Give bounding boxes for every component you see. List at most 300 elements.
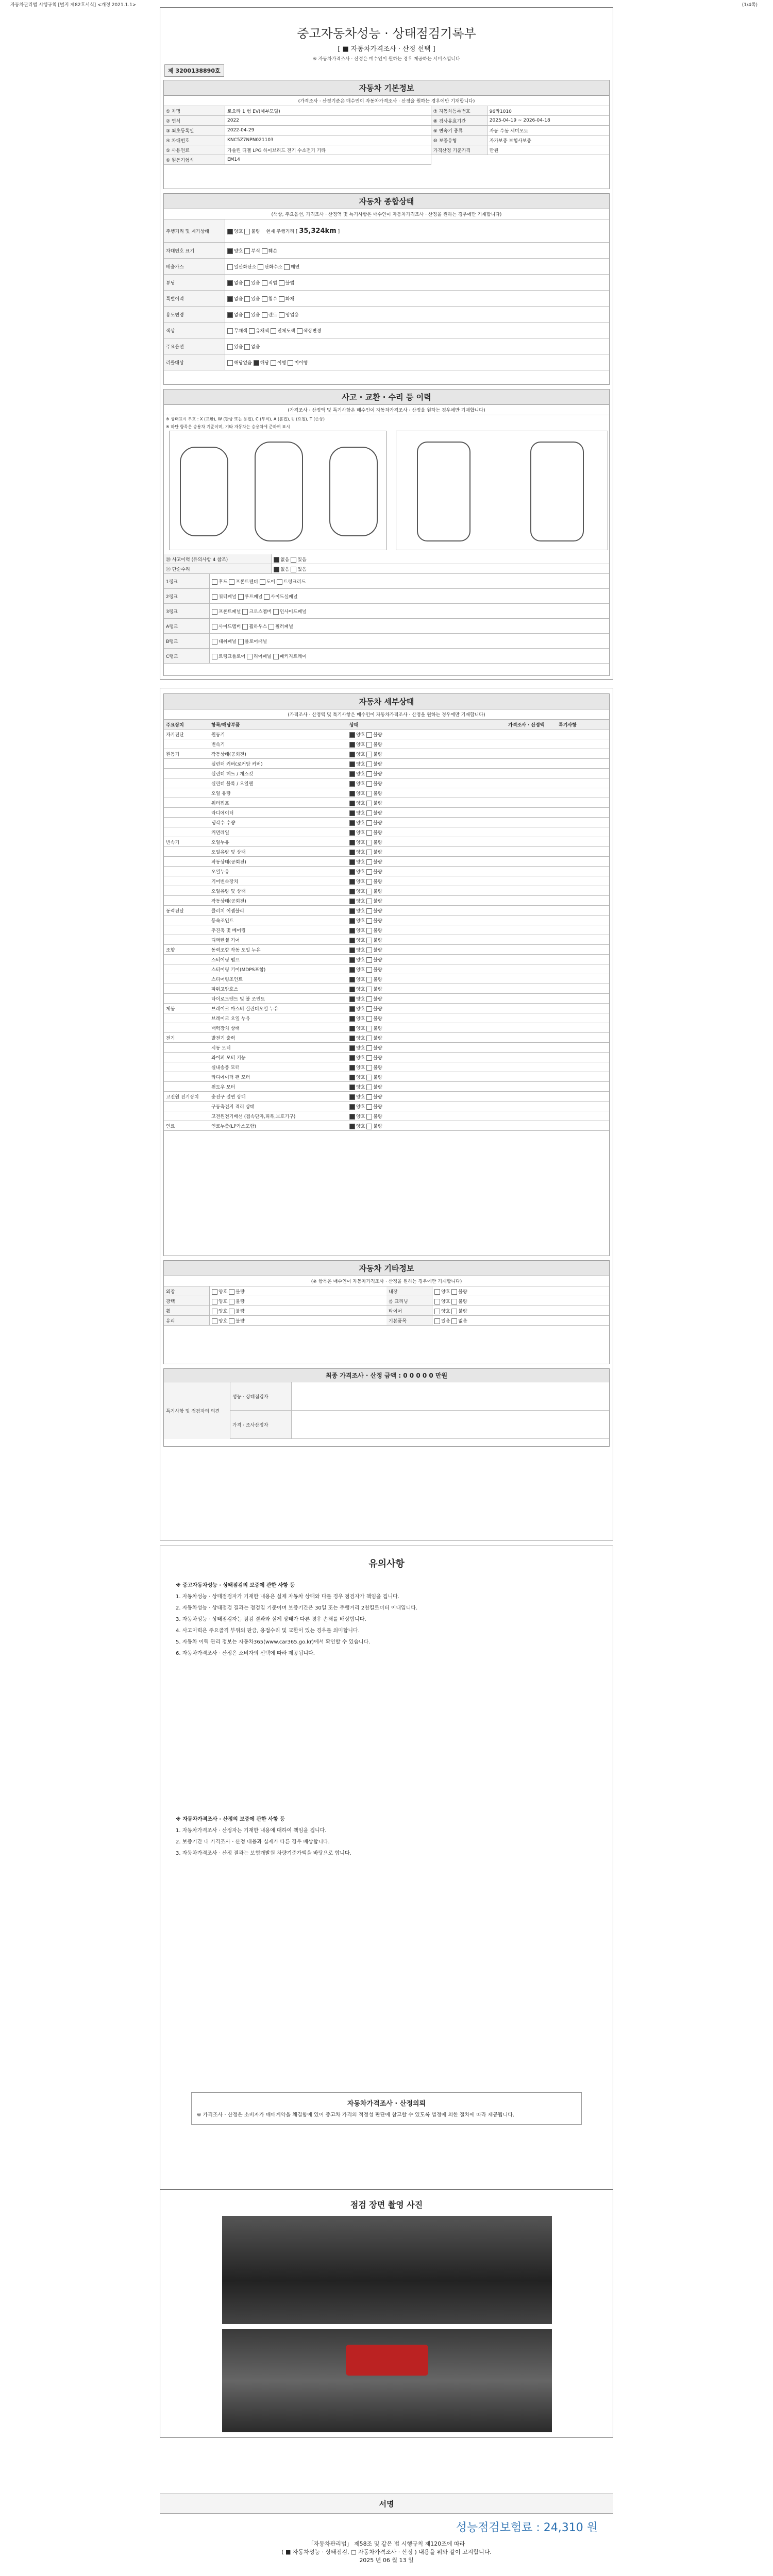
detail-item-price bbox=[506, 851, 557, 853]
detail-item-price bbox=[506, 860, 557, 862]
page-1 bbox=[160, 7, 613, 680]
inspection-photo-rear bbox=[222, 2329, 552, 2432]
other-row: 내장 양호 불량 bbox=[386, 1286, 609, 1296]
detail-group-label: 자기진단 bbox=[166, 732, 184, 738]
detail-group-label bbox=[164, 802, 209, 804]
detail-item-status: 양호 불량 bbox=[347, 828, 506, 837]
detail-status-title: 자동차 세부상태 bbox=[164, 694, 609, 709]
detail-row bbox=[164, 876, 609, 886]
detail-row bbox=[164, 749, 609, 759]
basic-right-row: ⑩ 보증유형 자가보증 보험사보증 bbox=[431, 135, 609, 145]
opinion-row: 가격 · 조사산정자 bbox=[230, 1411, 609, 1439]
detail-item-price bbox=[506, 929, 557, 931]
detail-item-label: 충전구 절연 상태 bbox=[211, 1094, 246, 1100]
detail-row bbox=[164, 769, 609, 778]
photo-title: 점검 장면 촬영 사진 bbox=[350, 2200, 423, 2210]
detail-item-label: 오일유량 및 상태 bbox=[211, 889, 246, 894]
detail-item-price bbox=[506, 1027, 557, 1029]
detail-item-note bbox=[557, 841, 561, 843]
page-3 bbox=[160, 1546, 613, 2190]
detail-item-price bbox=[506, 733, 557, 735]
detail-item-note bbox=[557, 1105, 561, 1107]
detail-item-status: 양호 불량 bbox=[347, 1043, 506, 1052]
other-row: 유리 양호 불량 bbox=[164, 1316, 386, 1326]
detail-item-price bbox=[506, 1017, 557, 1019]
mileage-row: 주행거리 및 계기상태 양호 불량 현재 주행거리 [ 35,324km ] bbox=[164, 219, 609, 243]
opinion-label: 특기사항 및 점검자의 의견 bbox=[164, 1382, 230, 1439]
detail-item-status: 양호 불량 bbox=[347, 779, 506, 788]
frame-diagram bbox=[396, 431, 608, 550]
detail-row bbox=[164, 925, 609, 935]
detail-item-price bbox=[506, 988, 557, 990]
detail-row bbox=[164, 1033, 609, 1043]
detail-item-label: 라디에이터 팬 모터 bbox=[211, 1075, 250, 1080]
detail-item-status: 양호 불량 bbox=[347, 926, 506, 935]
basic-info-note: (가격조사 · 산정기준은 매수인이 자동차가격조사 · 산정을 원하는 경우에만 기재합니다) bbox=[164, 96, 609, 106]
detail-group-label bbox=[164, 1017, 209, 1019]
detail-item-status: 양호 불량 bbox=[347, 769, 506, 778]
inspection-photo-front bbox=[222, 2216, 552, 2324]
overall-row: 용도변경 없음 있음 렌트 영업용 bbox=[164, 307, 609, 323]
other-info-note: (※ 항목은 매수인이 자동차가격조사 · 산정을 원하는 경우에만 기재합니다) bbox=[164, 1276, 609, 1286]
inspection-fee: 성능점검보험료 : 24,310 원 bbox=[456, 2521, 598, 2534]
opinion-row: 성능 · 상태점검자 bbox=[230, 1382, 609, 1411]
detail-item-price bbox=[506, 1066, 557, 1068]
detail-row bbox=[164, 827, 609, 837]
detail-item-price bbox=[506, 997, 557, 999]
detail-item-status: 양호 불량 bbox=[347, 887, 506, 895]
detail-row bbox=[164, 847, 609, 857]
detail-item-label: 실린더 헤드 / 개스킷 bbox=[211, 771, 254, 777]
detail-item-status: 양호 불량 bbox=[347, 857, 506, 866]
detail-item-price bbox=[506, 1115, 557, 1117]
detail-group-label bbox=[164, 1105, 209, 1107]
detail-item-price bbox=[506, 900, 557, 902]
detail-item-label: 변속기 bbox=[211, 742, 225, 748]
detail-item-label: 작동상태(공회전) bbox=[211, 859, 246, 865]
detail-group-label bbox=[164, 929, 209, 931]
top-line bbox=[0, 0, 773, 7]
detail-status-section bbox=[163, 693, 610, 1256]
detail-row bbox=[164, 1062, 609, 1072]
detail-group-label bbox=[164, 968, 209, 970]
detail-item-status: 양호 불량 bbox=[347, 1014, 506, 1023]
detail-item-status: 양호 불량 bbox=[347, 936, 506, 944]
detail-item-note bbox=[557, 1027, 561, 1029]
detail-body bbox=[164, 730, 609, 1131]
detail-item-label: 원동기 bbox=[211, 732, 225, 738]
detail-item-status: 양호 불량 bbox=[347, 994, 506, 1003]
detail-item-price bbox=[506, 1056, 557, 1058]
basic-row: ⑥ 원동기형식 EM14 bbox=[164, 155, 431, 165]
detail-item-price bbox=[506, 880, 557, 882]
exterior-diagram bbox=[169, 431, 386, 550]
detail-item-note bbox=[557, 831, 561, 833]
detail-item-label: 오일유량 및 상태 bbox=[211, 850, 246, 855]
detail-item-price bbox=[506, 1037, 557, 1039]
accident-legend: ※ 상태표시 부호 : X (교환), W (판금 또는 용접), C (부식), A (흠집), U (요철), T (손상) bbox=[166, 417, 325, 421]
detail-item-status: 양호 불량 bbox=[347, 730, 506, 739]
detail-item-note bbox=[557, 939, 561, 941]
detail-header-row: 주요장치 항목/해당부품 상태 가격조사 · 산정액 특기사항 bbox=[164, 720, 609, 730]
detail-group-label: 동력전달 bbox=[166, 908, 184, 914]
overall-status-section bbox=[163, 193, 610, 385]
overall-status-title: 자동차 종합상태 bbox=[164, 194, 609, 209]
detail-item-note bbox=[557, 870, 561, 872]
detail-group-label bbox=[164, 1086, 209, 1088]
photo-section bbox=[160, 2190, 613, 2438]
detail-item-status: 양호 불량 bbox=[347, 985, 506, 993]
detail-item-note bbox=[557, 1076, 561, 1078]
accident-note: (가격조사 · 산정액 및 특기사항은 매수인이 자동차가격조사 · 산정을 원하는 경우에만 기재합니다) bbox=[164, 405, 609, 415]
detail-item-label: 파워고압호스 bbox=[211, 987, 239, 992]
detail-group-label bbox=[164, 782, 209, 784]
detail-item-status: 양호 불량 bbox=[347, 1053, 506, 1062]
detail-item-label: 동력조향 작동 오일 누유 bbox=[211, 947, 261, 953]
accident-legend-2: ※ 하단 항목은 승용차 기준이며, 기타 자동차는 승용차에 준하여 표시 bbox=[166, 425, 290, 429]
opinion-section bbox=[163, 1368, 610, 1447]
detail-item-status: 양호 불량 bbox=[347, 789, 506, 798]
detail-item-status: 양호 불량 bbox=[347, 1033, 506, 1042]
detail-group-label bbox=[164, 870, 209, 872]
detail-item-status: 양호 불량 bbox=[347, 867, 506, 876]
detail-item-status: 양호 불량 bbox=[347, 848, 506, 856]
detail-item-status: 양호 불량 bbox=[347, 1004, 506, 1013]
basic-row: ② 연식 2022 bbox=[164, 116, 431, 126]
detail-item-note bbox=[557, 880, 561, 882]
detail-item-label: 배력장치 상태 bbox=[211, 1026, 240, 1031]
detail-group-label bbox=[164, 1056, 209, 1058]
detail-group-label bbox=[164, 1066, 209, 1068]
detail-row bbox=[164, 730, 609, 739]
detail-group-label bbox=[164, 880, 209, 882]
detail-item-note bbox=[557, 1017, 561, 1019]
basic-right-row: ⑧ 검사유효기간 2025-04-19 ~ 2026-04-18 bbox=[431, 116, 609, 126]
detail-item-status: 양호 불량 bbox=[347, 896, 506, 905]
detail-item-note bbox=[557, 1046, 561, 1048]
detail-row bbox=[164, 896, 609, 906]
detail-group-label bbox=[164, 1076, 209, 1078]
detail-group-label bbox=[164, 821, 209, 823]
detail-row bbox=[164, 1082, 609, 1092]
detail-item-label: 와이퍼 모터 기능 bbox=[211, 1055, 246, 1061]
detail-group-label bbox=[164, 1027, 209, 1029]
detail-item-note bbox=[557, 948, 561, 951]
detail-item-label: 타이로드엔드 및 볼 조인트 bbox=[211, 996, 265, 1002]
detail-status-note: (가격조사 · 산정액 및 특기사항은 매수인이 자동차가격조사 · 산정을 원하는 경우에만 기재합니다) bbox=[164, 709, 609, 720]
detail-row bbox=[164, 974, 609, 984]
detail-row bbox=[164, 886, 609, 896]
detail-item-status: 양호 불량 bbox=[347, 740, 506, 749]
detail-item-note bbox=[557, 811, 561, 814]
detail-item-status: 양호 불량 bbox=[347, 906, 506, 915]
detail-item-status: 양호 불량 bbox=[347, 975, 506, 984]
detail-item-status: 양호 불량 bbox=[347, 838, 506, 846]
detail-row bbox=[164, 818, 609, 827]
car-top-view bbox=[255, 442, 303, 541]
detail-item-note bbox=[557, 782, 561, 784]
detail-row bbox=[164, 1013, 609, 1023]
detail-group-label bbox=[164, 860, 209, 862]
detail-group-label bbox=[164, 831, 209, 833]
detail-group-label: 변속기 bbox=[166, 840, 180, 845]
detail-item-note bbox=[557, 743, 561, 745]
accident-title: 사고 · 교환 · 수리 등 이력 bbox=[164, 389, 609, 405]
detail-item-note bbox=[557, 1095, 561, 1097]
other-row: 광택 양호 불량 bbox=[164, 1296, 386, 1306]
detail-row bbox=[164, 1072, 609, 1082]
detail-item-note bbox=[557, 762, 561, 765]
detail-item-status: 양호 불량 bbox=[347, 1112, 506, 1121]
detail-item-status: 양호 불량 bbox=[347, 965, 506, 974]
detail-group-label bbox=[164, 1115, 209, 1117]
detail-item-status: 양호 불량 bbox=[347, 1024, 506, 1032]
tail-light bbox=[346, 2345, 428, 2376]
detail-item-price bbox=[506, 1105, 557, 1107]
detail-item-status: 양호 불량 bbox=[347, 1073, 506, 1081]
accident-history-row: ⑳ 사고이력 (유의사항 4 참조) 없음 있음 bbox=[164, 554, 609, 564]
notice-item: 3. 자동차성능 · 상태점검자는 점검 결과와 실제 상태가 다른 경우 손해를 배상합니다. bbox=[176, 1617, 366, 1622]
detail-item-status: 양호 불량 bbox=[347, 945, 506, 954]
detail-item-note bbox=[557, 1056, 561, 1058]
frame-rank-row: 1랭크 후드 프론트펜더 도어 트렁크리드 bbox=[164, 574, 609, 589]
detail-row bbox=[164, 1121, 609, 1131]
overall-row: 차대번호 표기 양호 부식 훼손 bbox=[164, 243, 609, 259]
detail-item-label: 윈도우 모터 bbox=[211, 1084, 236, 1090]
detail-row bbox=[164, 808, 609, 818]
basic-row: ① 차명 토요타 1 형 EV(세부모델) bbox=[164, 106, 431, 116]
detail-item-status: 양호 불량 bbox=[347, 750, 506, 758]
overall-row: 색상 무채색 유채색 전체도색 색상변경 bbox=[164, 323, 609, 338]
detail-item-price bbox=[506, 743, 557, 745]
overall-row: 특별이력 없음 있음 침수 화재 bbox=[164, 291, 609, 307]
footer-notice: ( ■ 자동차성능 · 상태점검, □ 자동차가격조사 · 산정 ) 내용을 위와 같이 고지합니다. bbox=[281, 2549, 492, 2555]
detail-item-note bbox=[557, 1007, 561, 1009]
detail-row bbox=[164, 916, 609, 925]
frame-rank-row: C랭크 트렁크플로어 리어패널 패키지트레이 bbox=[164, 649, 609, 664]
detail-item-price bbox=[506, 909, 557, 911]
detail-item-price bbox=[506, 1046, 557, 1048]
detail-item-status: 양호 불량 bbox=[347, 916, 506, 925]
detail-item-status: 양호 불량 bbox=[347, 1092, 506, 1101]
detail-item-price bbox=[506, 1076, 557, 1078]
detail-row bbox=[164, 778, 609, 788]
detail-item-note bbox=[557, 851, 561, 853]
detail-item-label: 시동 모터 bbox=[211, 1045, 231, 1051]
detail-item-note bbox=[557, 860, 561, 862]
detail-group-label bbox=[164, 978, 209, 980]
detail-item-note bbox=[557, 1066, 561, 1068]
other-row: 타이어 양호 불량 bbox=[386, 1306, 609, 1316]
page-counter: (1/4쪽) bbox=[742, 3, 758, 8]
detail-item-label: 작동상태(공회전) bbox=[211, 752, 246, 757]
detail-item-label: 커먼레일 bbox=[211, 830, 229, 836]
detail-item-label: 추진축 및 베어링 bbox=[211, 928, 246, 934]
detail-item-label: 오일 유량 bbox=[211, 791, 231, 796]
detail-item-price bbox=[506, 1007, 557, 1009]
document-subtitle: [ ■ 자동차가격조사 · 산정 선택 ] bbox=[338, 45, 435, 53]
car-left-view bbox=[180, 447, 228, 536]
frame-rank-row: 3랭크 프론트패널 크로스멤버 인사이드패널 bbox=[164, 604, 609, 619]
footer-date: 2025 년 06 월 13 일 bbox=[359, 2557, 414, 2564]
notice-item: 2. 자동차성능 · 상태점검 결과는 점검일 기준이며 보증기간은 30일 또는 주행거리 2천킬로미터 이내입니다. bbox=[176, 1605, 418, 1611]
page-4 bbox=[160, 2190, 613, 2576]
detail-group-label: 고전원 전기장치 bbox=[166, 1094, 199, 1100]
other-row: 룸 크리닝 양호 불량 bbox=[386, 1296, 609, 1306]
detail-item-status: 양호 불량 bbox=[347, 808, 506, 817]
detail-group-label bbox=[164, 997, 209, 999]
detail-row bbox=[164, 1111, 609, 1121]
detail-item-status: 양호 불량 bbox=[347, 1082, 506, 1091]
basic-right-row: ⑨ 변속기 종류 자동 수동 세미오토 bbox=[431, 126, 609, 135]
detail-item-price bbox=[506, 1125, 557, 1127]
detail-item-note bbox=[557, 1125, 561, 1127]
notice-title: 유의사항 bbox=[368, 1558, 405, 1569]
accident-section bbox=[163, 389, 610, 676]
detail-row bbox=[164, 906, 609, 916]
detail-item-price bbox=[506, 762, 557, 765]
detail-item-label: 기어변속장치 bbox=[211, 879, 239, 885]
detail-group-label bbox=[164, 762, 209, 765]
detail-group-label bbox=[164, 792, 209, 794]
basic-row: ③ 최초등록일 2022-04-29 bbox=[164, 126, 431, 135]
detail-item-note bbox=[557, 1115, 561, 1117]
detail-row bbox=[164, 739, 609, 749]
detail-item-status: 양호 불량 bbox=[347, 1102, 506, 1111]
appraisal-request-box bbox=[191, 2092, 582, 2125]
detail-item-price bbox=[506, 772, 557, 774]
detail-row bbox=[164, 1043, 609, 1053]
footer-law: 「자동차관리법」 제58조 및 같은 법 시행규칙 제120조에 따라 bbox=[308, 2540, 465, 2547]
detail-item-label: 클러치 어셈블리 bbox=[211, 908, 244, 914]
final-price-title: 최종 가격조사 · 산정 금액 : 0 0 0 0 0 만원 bbox=[164, 1369, 609, 1382]
detail-item-price bbox=[506, 841, 557, 843]
overall-row: 주요옵션 있음 없음 bbox=[164, 338, 609, 354]
detail-item-note bbox=[557, 968, 561, 970]
detail-item-note bbox=[557, 792, 561, 794]
notice-head-2: ※ 자동차가격조사 · 산정의 보증에 관한 사항 등 bbox=[176, 1817, 285, 1822]
detail-item-price bbox=[506, 968, 557, 970]
frame-outline bbox=[417, 442, 470, 541]
detail-item-label: 워터펌프 bbox=[211, 801, 229, 806]
detail-row bbox=[164, 994, 609, 1004]
detail-item-price bbox=[506, 948, 557, 951]
detail-item-note bbox=[557, 919, 561, 921]
other-info-section bbox=[163, 1260, 610, 1364]
detail-item-label: 냉각수 수량 bbox=[211, 820, 236, 826]
other-row: 기본품목 있음 없음 bbox=[386, 1316, 609, 1326]
notice-item: 6. 자동차가격조사 · 산정은 소비자의 선택에 따라 제공됩니다. bbox=[176, 1651, 315, 1656]
final-price-amount: 0 0 0 0 0 만원 bbox=[403, 1372, 448, 1379]
detail-item-price bbox=[506, 1095, 557, 1097]
detail-item-note bbox=[557, 821, 561, 823]
detail-item-note bbox=[557, 1037, 561, 1039]
detail-group-label: 연료 bbox=[166, 1124, 175, 1129]
detail-item-price bbox=[506, 811, 557, 814]
signature-section bbox=[160, 2494, 613, 2565]
detail-item-label: 등속조인트 bbox=[211, 918, 234, 924]
detail-group-label bbox=[164, 900, 209, 902]
detail-item-status: 양호 불량 bbox=[347, 1063, 506, 1072]
detail-item-label: 오일누유 bbox=[211, 840, 229, 845]
detail-item-price bbox=[506, 831, 557, 833]
detail-group-label: 제동 bbox=[166, 1006, 175, 1012]
detail-item-label: 연료누출(LP가스포함) bbox=[211, 1124, 257, 1129]
detail-item-label: 작동상태(공회전) bbox=[211, 899, 246, 904]
detail-group-label bbox=[164, 851, 209, 853]
notice-item: 3. 자동차가격조사 · 산정 결과는 보험개발원 차량기준가액을 바탕으로 합니다. bbox=[176, 1851, 351, 1856]
detail-item-label: 구동축전지 격리 상태 bbox=[211, 1104, 255, 1110]
detail-item-status: 양호 불량 bbox=[347, 1122, 506, 1130]
detail-item-note bbox=[557, 900, 561, 902]
detail-row bbox=[164, 837, 609, 847]
detail-group-label bbox=[164, 939, 209, 941]
detail-group-label: 조향 bbox=[166, 947, 175, 953]
mileage-value: 35,324km bbox=[299, 227, 337, 235]
detail-group-label bbox=[164, 919, 209, 921]
document-number: 제 3200138890호 bbox=[164, 64, 224, 77]
document-title: 중고자동차성능 · 상태점검기록부 bbox=[297, 26, 476, 41]
notice-item: 1. 자동차성능 · 상태점검자가 기재한 내용은 실제 자동차 상태와 다를 경우 점검자가 책임을 집니다. bbox=[176, 1594, 399, 1600]
detail-item-label: 스티어링 펌프 bbox=[211, 957, 240, 963]
basic-info-section bbox=[163, 80, 610, 189]
detail-row bbox=[164, 964, 609, 974]
detail-item-status: 양호 불량 bbox=[347, 818, 506, 827]
detail-item-label: 발전기 출력 bbox=[211, 1036, 236, 1041]
appraisal-request-text: ※ 가격조사 · 산정은 소비자가 매매계약을 체결함에 있어 중고차 가격의 적정성 판단에 참고할 수 있도록 법정에 의한 절차에 따라 제공됩니다. bbox=[197, 2112, 515, 2118]
notice-head-1: ※ 중고자동차성능 · 상태점검의 보증에 관한 사항 등 bbox=[176, 1583, 295, 1588]
detail-item-price bbox=[506, 978, 557, 980]
detail-item-note bbox=[557, 753, 561, 755]
detail-group-label: 원동기 bbox=[166, 752, 180, 757]
detail-group-label bbox=[164, 958, 209, 960]
notice-body bbox=[176, 1582, 597, 1861]
detail-row bbox=[164, 1004, 609, 1013]
detail-item-label: 실린더 블록 / 오일팬 bbox=[211, 781, 254, 787]
detail-item-label: 스티어링 기어(MDPS포함) bbox=[211, 967, 266, 973]
detail-group-label bbox=[164, 772, 209, 774]
detail-item-label: 실린더 커버(로커암 커버) bbox=[211, 761, 263, 767]
frame-rank-row: B랭크 대쉬패널 플로어패널 bbox=[164, 634, 609, 649]
detail-row bbox=[164, 1092, 609, 1101]
detail-item-price bbox=[506, 753, 557, 755]
basic-info-title: 자동차 기본정보 bbox=[164, 80, 609, 96]
detail-item-price bbox=[506, 890, 557, 892]
car-right-view bbox=[329, 447, 378, 536]
detail-row bbox=[164, 984, 609, 994]
detail-item-price bbox=[506, 792, 557, 794]
overall-status-note: (색상, 주요옵션, 가격조사 · 산정액 및 특기사항은 매수인이 자동차가격조사 · 산정을 원하는 경우에만 기재합니다) bbox=[164, 209, 609, 219]
detail-row bbox=[164, 1023, 609, 1033]
detail-row bbox=[164, 867, 609, 876]
detail-item-note bbox=[557, 772, 561, 774]
detail-item-price bbox=[506, 821, 557, 823]
basic-row: ⑤ 사용연료 가솔린 디젤 LPG 하이브리드 전기 수소전기 기타 bbox=[164, 145, 431, 155]
detail-row bbox=[164, 857, 609, 867]
detail-row bbox=[164, 759, 609, 769]
detail-item-status: 양호 불량 bbox=[347, 955, 506, 964]
overall-row: 튜닝 없음 있음 적법 불법 bbox=[164, 275, 609, 291]
frame-rank-row: A랭크 사이드멤버 휠하우스 필러패널 bbox=[164, 619, 609, 634]
detail-item-price bbox=[506, 802, 557, 804]
detail-item-price bbox=[506, 1086, 557, 1088]
form-law-reference: 자동차관리법 시행규칙 [별지 제82호서식] <개정 2021.1.1> bbox=[10, 3, 137, 8]
signature-title: 서명 bbox=[160, 2494, 613, 2514]
appraisal-request-title: 자동차가격조사 · 산정의뢰 bbox=[347, 2100, 426, 2108]
detail-item-label: 오일누유 bbox=[211, 869, 229, 875]
detail-item-status: 양호 불량 bbox=[347, 799, 506, 807]
detail-group-label bbox=[164, 1046, 209, 1048]
